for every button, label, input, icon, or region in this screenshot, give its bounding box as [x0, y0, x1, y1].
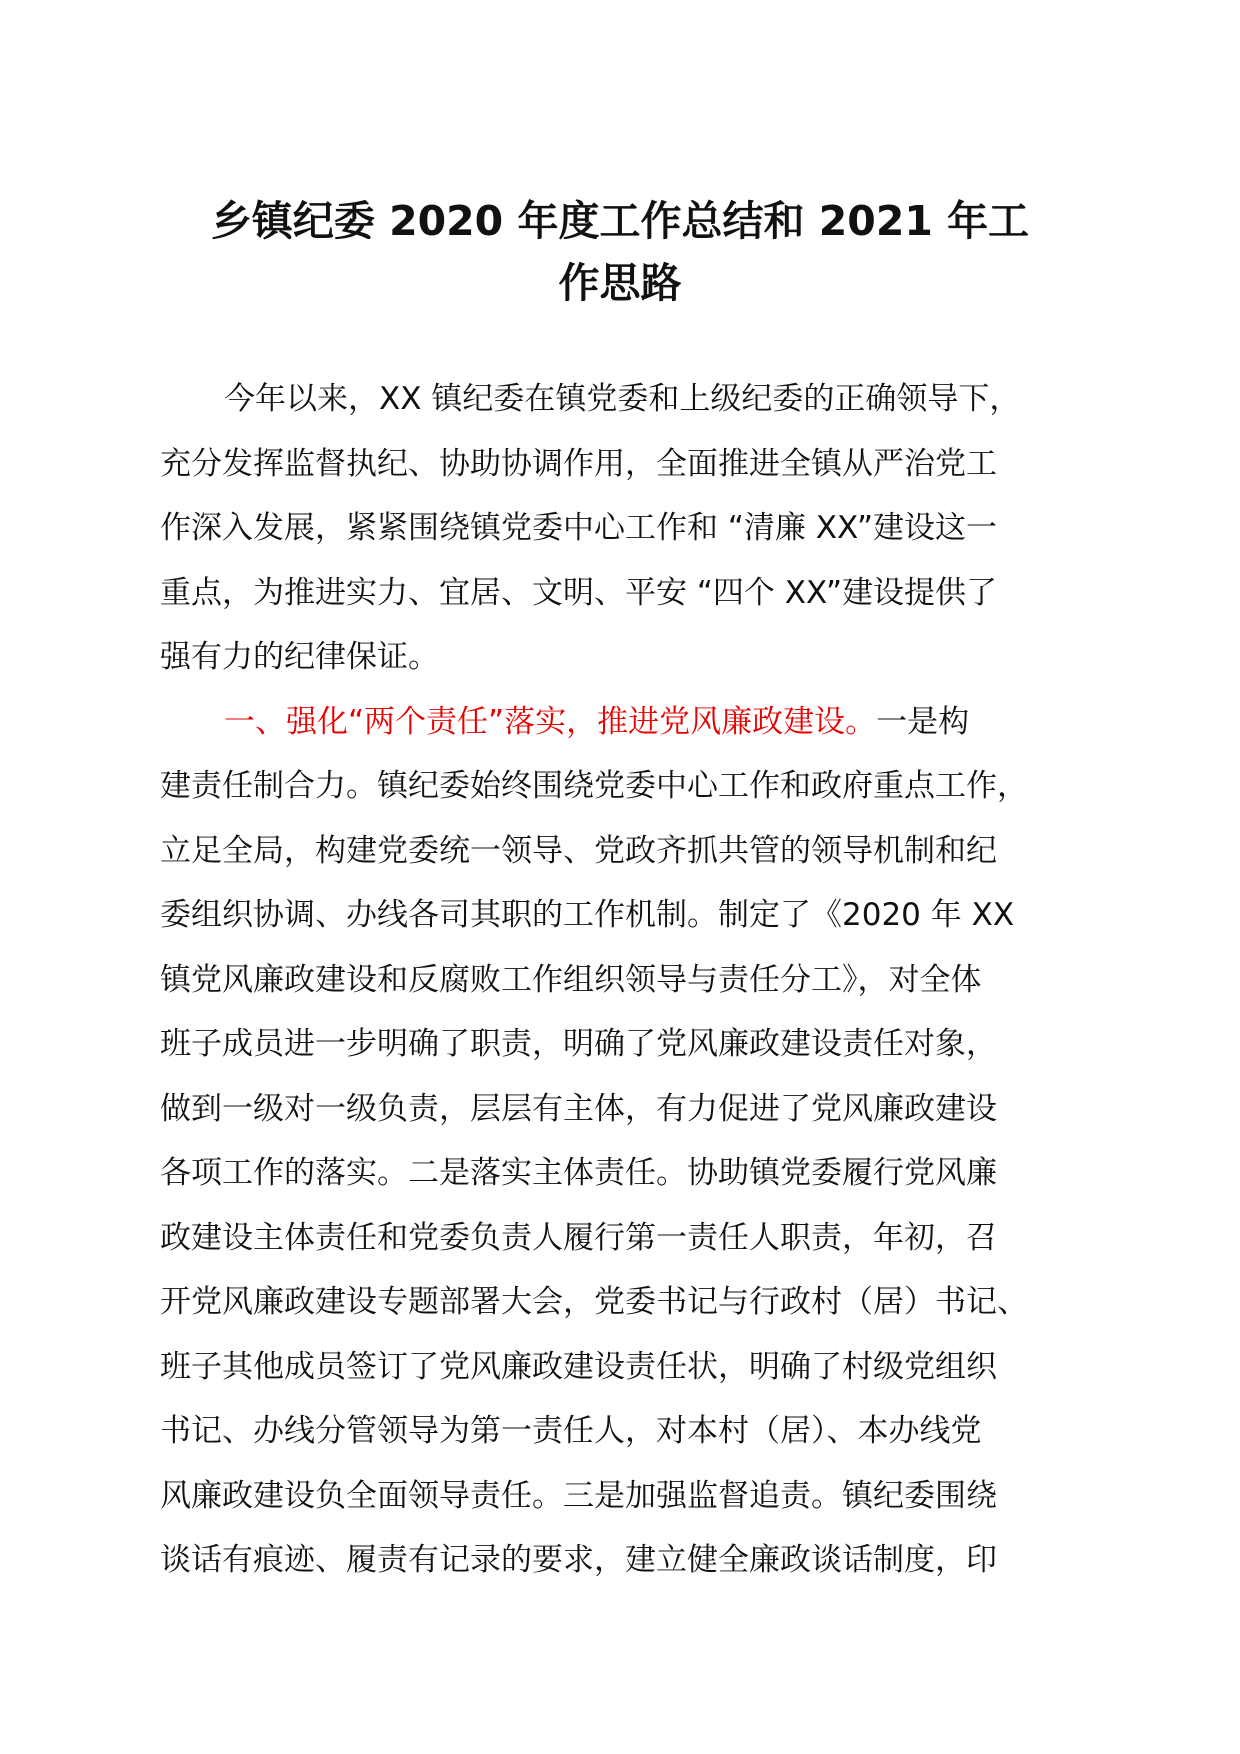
- text-line: 谈话有痕迹、履责有记录的要求，建立健全廉政谈话制度，印: [160, 1542, 997, 1578]
- text-line: 书记、办线分管领导为第一责任人，对本村（居）、本办线党: [160, 1413, 982, 1449]
- text-line: 作深入发展，紧紧围绕镇党委中心工作和 “清廉 XX”建设这一: [160, 510, 998, 546]
- text-line: 强有力的纪律保证。: [160, 639, 439, 675]
- text-line: 建责任制合力。镇纪委始终围绕党委中心工作和政府重点工作，: [160, 768, 1028, 804]
- text-line: 班子成员进一步明确了职责，明确了党风廉政建设责任对象，: [160, 1026, 997, 1062]
- text-line: 镇党风廉政建设和反腐败工作组织领导与责任分工》，对全体: [160, 961, 982, 998]
- text-line: 做到一级对一级负责，层层有主体，有力促进了党风廉政建设: [160, 1090, 997, 1127]
- paragraph-intro: [160, 367, 1100, 690]
- section-heading: 一、强化“两个责任”落实，推进党风廉政建设。: [224, 703, 877, 740]
- text-line: 今年以来，XX 镇纪委在镇党委和上级纪委的正确领导下，: [224, 381, 1021, 417]
- title-line-2: 作思路: [558, 259, 682, 307]
- text-line: 重点，为推进实力、宜居、文明、平安 “四个 XX”建设提供了: [160, 574, 998, 611]
- text-line: 政建设主体责任和党委负责人履行第一责任人职责，年初，召: [160, 1219, 997, 1256]
- paragraph-section-one: [160, 690, 1100, 1593]
- document-body: [160, 367, 1100, 1593]
- text-line: 充分发挥监督执纪、协助协调作用，全面推进全镇从严治党工: [160, 445, 997, 482]
- title-line-1: 乡镇纪委 2020 年度工作总结和 2021 年工: [210, 197, 1030, 245]
- text-line: 班子其他成员签订了党风廉政建设责任状，明确了村级党组织: [160, 1348, 997, 1385]
- text-line: 委组织协调、办线各司其职的工作机制。制定了《2020 年 XX: [160, 897, 1015, 933]
- document-title: [150, 190, 1090, 314]
- text-line: 开党风廉政建设专题部署大会，党委书记与行政村（居）书记、: [160, 1284, 1028, 1320]
- section-heading-rest: 一是构: [876, 703, 970, 740]
- text-line: 风廉政建设负全面领导责任。三是加强监督追责。镇纪委围绕: [160, 1477, 997, 1514]
- text-line: [160, 690, 1100, 755]
- text-line: 立足全局，构建党委统一领导、党政齐抓共管的领导机制和纪: [160, 832, 997, 869]
- text-line: 各项工作的落实。二是落实主体责任。协助镇党委履行党风廉: [160, 1155, 997, 1191]
